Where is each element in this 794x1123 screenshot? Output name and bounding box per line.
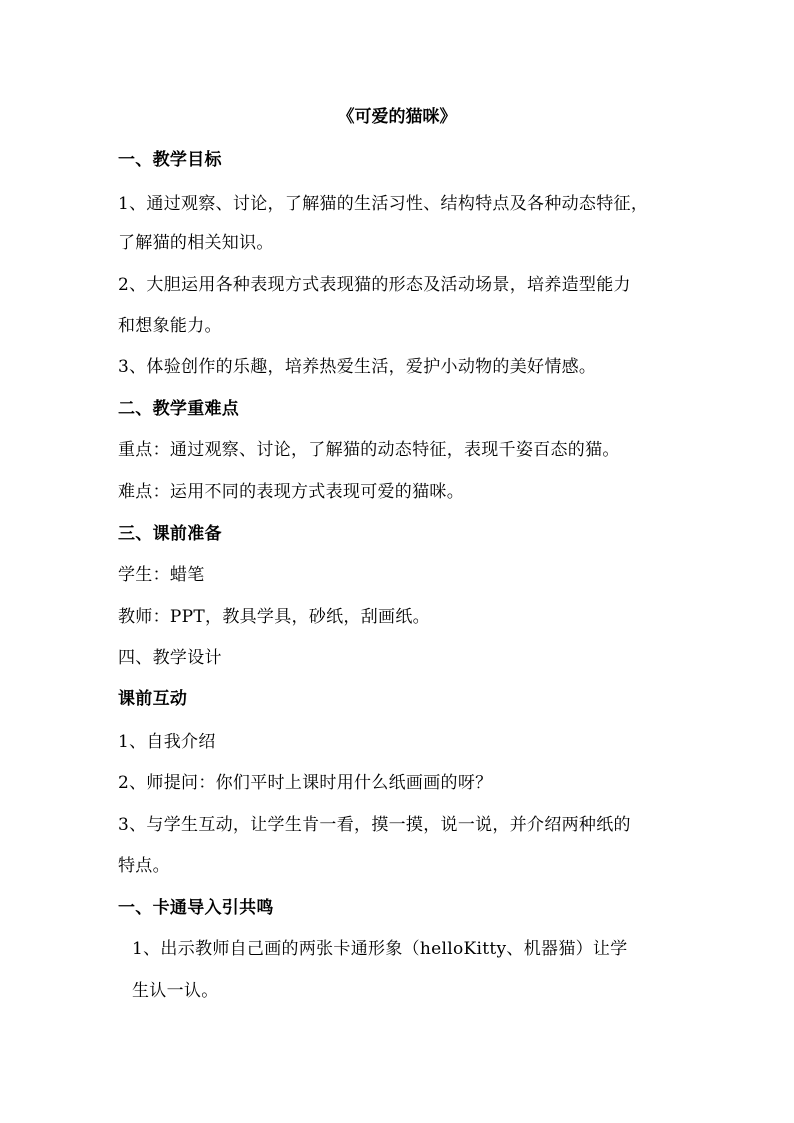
paragraph-line: 2、大胆运用各种表现方式表现猫的形态及活动场景，培养造型能力 [118,275,631,295]
heading-teaching-goals: 一、教学目标 [118,150,222,170]
paragraph-line: 难点：运用不同的表现方式表现可爱的猫咪。 [118,482,464,502]
paragraph-line: 1、自我介绍 [118,732,216,752]
paragraph-line: 生认一认。 [132,981,219,1001]
heading-teaching-design: 四、教学设计 [118,648,222,668]
paragraph-line: 了解猫的相关知识。 [118,233,274,253]
paragraph-line: 学生：蜡笔 [118,565,205,585]
paragraph-line: 和想象能力。 [118,316,222,336]
heading-pre-class-interaction: 课前互动 [118,689,188,709]
document-title: 《可爱的猫咪》 [337,107,457,127]
paragraph-line: 特点。 [118,856,170,876]
paragraph-line: 重点：通过观察、讨论，了解猫的动态特征，表现千姿百态的猫。 [118,440,620,460]
heading-cartoon-intro: 一、卡通导入引共鸣 [118,898,274,918]
heading-key-difficult-points: 二、教学重难点 [118,399,240,419]
paragraph-line: 3、体验创作的乐趣，培养热爱生活，爱护小动物的美好情感。 [118,357,597,377]
paragraph-line: 2、师提问：你们平时上课时用什么纸画画的呀？ [118,773,493,793]
paragraph-line: 1、通过观察、讨论，了解猫的生活习性、结构特点及各种动态特征， [118,194,649,214]
paragraph-line: 3、与学生互动，让学生肯一看，摸一摸，说一说，并介绍两种纸的 [118,815,631,835]
paragraph-line: 1、出示教师自己画的两张卡通形象（helloKitty、机器猫）让学 [132,939,628,959]
paragraph-line: 教师：PPT，教具学具，砂纸，刮画纸。 [118,607,430,627]
heading-preparation: 三、课前准备 [118,524,222,544]
